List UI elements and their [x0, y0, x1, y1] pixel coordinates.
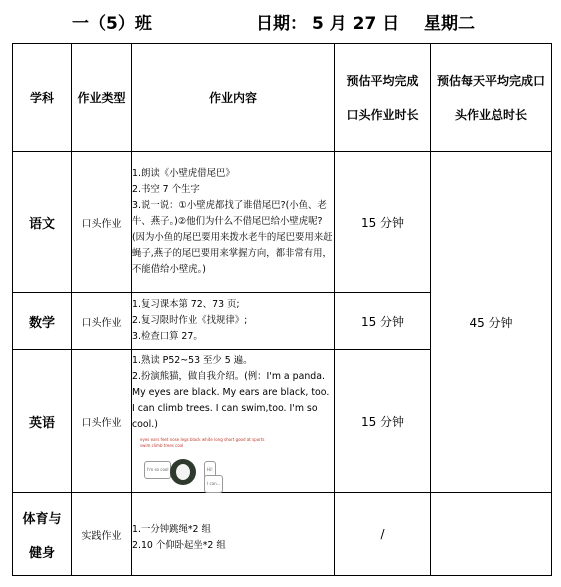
col-header-daily-total	[431, 44, 552, 152]
date-label: 日期：	[256, 14, 307, 34]
subject-cell: 英语	[13, 350, 72, 493]
content-line: 1.一分钟跳绳*2 组	[132, 524, 211, 535]
speech-bubble: I'm so cool	[144, 461, 171, 479]
worksheet-header	[0, 9, 561, 35]
type-cell: 口头作业	[72, 350, 132, 493]
col-header-type: 作业类型	[72, 44, 132, 152]
panda-picture	[140, 437, 270, 489]
estimate-cell: 15 分钟	[335, 152, 431, 293]
content-line: 1.朗读《小壁虎借尾巴》	[132, 168, 235, 179]
estimate-cell: 15 分钟	[335, 350, 431, 493]
content-cell	[132, 293, 335, 350]
col-header-content: 作业内容	[132, 44, 335, 152]
content-line: 2.10 个仰卧起坐*2 组	[132, 540, 226, 551]
content-line: 1.熟读 P52~53 至少 5 遍。	[132, 355, 253, 366]
content-line: 3.检查口算 27。	[132, 331, 203, 342]
content-cell	[132, 350, 335, 493]
speech-bubble: I can...	[204, 475, 223, 493]
type-cell: 口头作业	[72, 152, 132, 293]
date-value: 5 月 27 日	[312, 14, 400, 34]
table-row-chinese	[13, 152, 552, 293]
homework-table	[12, 43, 552, 576]
content-line: 1.复习课本第 72、73 页;	[132, 299, 240, 310]
class-name: 一（5）班	[72, 14, 152, 34]
content-line: 3.说一说：①小壁虎都找了谁借尾巴?(小鱼、老牛、燕子。)②他们为什么不借尾巴给小壁虎呢?(因为小鱼的尾巴要用来拨水老牛的尾巴要用来赶蝇子,燕子的尾巴要用来掌握方向，都非常有用，不能借给小壁虎。)	[132, 200, 333, 275]
daily-total-cell: 45 分钟	[431, 152, 552, 493]
content-line: 2.复习限时作业《找规律》;	[132, 315, 248, 326]
content-line: 2.书空 7 个生字	[132, 184, 200, 195]
subject-cell: 数学	[13, 293, 72, 350]
subject-cell: 语文	[13, 152, 72, 293]
subject-line1: 体育与	[22, 511, 62, 527]
weekday: 星期二	[424, 14, 475, 34]
empty-cell	[431, 493, 552, 576]
table-row-pe	[13, 493, 552, 576]
daily-total-line2: 头作业总时长	[454, 107, 527, 122]
subject-cell	[13, 493, 72, 576]
subject-line2: 健身	[28, 545, 55, 561]
panda-icon	[170, 459, 196, 485]
col-header-avg-time	[335, 44, 431, 152]
avg-time-line2: 口头作业时长	[346, 107, 419, 122]
estimate-cell: /	[335, 493, 431, 576]
daily-total-line1: 预估每天平均完成口	[436, 73, 545, 88]
type-cell: 实践作业	[72, 493, 132, 576]
speech-bubble: Hi!	[204, 461, 216, 479]
content-line: 2.扮演熊猫，做自我介绍。(例：I'm a panda. My eyes are black. My ears are black, too. I can climb trees. I can swim,too. I'm so cool.)	[132, 371, 330, 430]
picture-word-bank: eyes ears feet nose legs black white long short good at sports swim climb trees cool	[140, 437, 265, 448]
estimate-cell: 15 分钟	[335, 293, 431, 350]
col-header-subject: 学科	[13, 44, 72, 152]
avg-time-line1: 预估平均完成	[346, 73, 419, 88]
table-header-row	[13, 44, 552, 152]
type-cell: 口头作业	[72, 293, 132, 350]
content-cell	[132, 152, 335, 293]
content-cell	[132, 493, 335, 576]
